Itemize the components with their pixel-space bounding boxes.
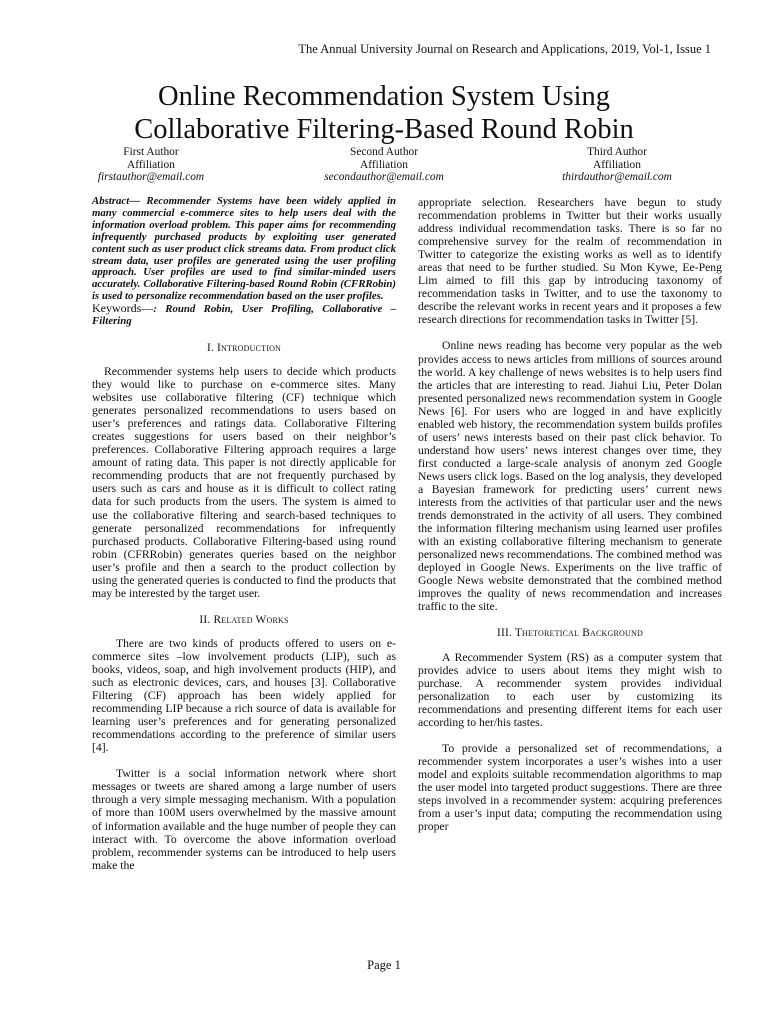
author-name: Third Author <box>587 146 647 158</box>
paragraph-theory-1: A Recommender System (RS) as a computer system that provides advice to users about items they might wish to purchase. A recommender system provides individual personalization to each user by customizing its recommendations and presenting different items for each user according to her/his tastes. <box>418 650 722 729</box>
journal-header: The Annual University Journal on Research and Applications, 2019, Vol-1, Issue 1 <box>298 42 711 56</box>
abstract-text: Recommender Systems have been widely applied in many commercial e-commerce sites to help users deal with the information overload problem. This paper aims for recommending infrequently purchased products by exploiting user generated content such as user product click streams data. From product click stream data, user profiles are generated using the user profiling approach. User profiles are used to find similar-minded users accurately. Collaborative Filtering-based Round Robin (CFRRobin) is used to personalize recommendation based on the user profiles. <box>92 195 396 303</box>
paragraph-related-1: There are two kinds of products offered to users on e-commerce sites –low involvement products (LIP), such as books, videos, soap, and high involvement products (HIP), and such as electronic devices, cars, and houses [3]. Collaborative Filtering (CF) approach has been widely applied for recommending LIP because a rich source of data is available for learning user’s preferences and for generating personalized recommendations according to the preference of similar users [4]. <box>92 636 396 755</box>
author-affiliation: Affiliation <box>593 158 641 171</box>
paragraph-theory-2: To provide a personalized set of recommendations, a recommender system incorporates a user’s wishes into a user model and exploits suitable recommendation algorithms to map the user model into targeted product suggestions. There are three steps involved in a recommender system: acquiring preferences from a user’s input data; computing the recommendation using proper <box>418 741 722 834</box>
title-line-1: Online Recommendation System Using <box>158 81 610 112</box>
author-email: secondauthor@email.com <box>324 171 444 184</box>
abstract <box>92 196 396 303</box>
author-name: First Author <box>123 146 179 158</box>
author-email: firstauthor@email.com <box>97 171 205 184</box>
section-heading-theoretical-background: III. Thetoretical Background <box>497 627 643 640</box>
paper-title <box>0 80 768 146</box>
paragraph-right-1: appropriate selection. Researchers have begun to study recommendation problems in Twitter but their works usually address individual recommendation tasks. There is so far no comprehensive survey for the realm of recommendation in Twitter to categorize the existing works as well as to identify areas that need to be further studied. Su Mon Kywe, Ee-Peng Lim aimed to fill this gap by introducing taxonomy of recommendation tasks in Twitter, and to use the taxonomy to describe the relevant works in recent years and it proposes a few research directions for recommendation tasks in Twitter [5]. <box>418 196 722 327</box>
abstract-label: Abstract— <box>92 195 140 207</box>
left-column <box>92 196 396 872</box>
paragraph-related-2: Twitter is a social information network where short messages or tweets are shared among a large number of users through a very simple messaging mechanism. With a population of more than 100M users overwhelmed by the massive amount of information available and the huge number of people they can interact with. To overcome the above information overload problem, recommender systems can be introduced to help users make the <box>92 767 396 872</box>
author-email: thirdauthor@email.com <box>562 171 672 184</box>
paragraph-introduction: Recommender systems help users to decide which products they would like to purchase on e-commerce sites. Many websites use collaborative filtering (CF) technique which generates personalized recommendations to users based on user’s preferences and ratings data. Collaborative Filtering creates suggestions for users based on their neighbor’s preferences. Collaborative Filtering approach requires a large amount of rating data. This paper is not directly applicable for recommending products that are not frequently purchased by users such as cars and house as it is difficult to collect rating data for such products from the users. The system is aimed to use the collaborative filtering and search-based techniques to generate personalized recommendations for infrequently purchased products. Collaborative Filtering-based using round robin (CFRRobin) generates queries based on the neighbor user’s profile and then a search to the product collection by using the generated queries is conducted to find the products that may be interested by the target user. <box>92 365 396 600</box>
title-line-2: Collaborative Filtering-Based Round Robin <box>134 114 634 145</box>
keywords-text: : Round Robin, User Profiling, Collaborative – Filtering <box>92 303 396 328</box>
author-affiliation: Affiliation <box>360 158 408 171</box>
section-heading-introduction: I. Introduction <box>206 341 282 354</box>
paragraph-right-2: Online news reading has become very popular as the web provides access to news articles from millions of sources around the world. A key challenge of news websites is to help users find the articles that are interesting to read. Jiahui Liu, Peter Dolan presented personalized news recommendation system in Google News [6]. For users who are logged in and have explicitly enabled web history, the recommendation system builds profiles of users’ news interests based on their past click behavior. To understand how users’ news interest changes over time, they first conducted a large-scale analysis of anonym zed Google News users click logs. Based on the log analysis, they developed a Bayesian framework for predicting users’ current news interests from the activities of that particular user and the news trends demonstrated in the activity of all users. They combined the information filtering mechanism using learned user profiles with an existing collaborative filtering mechanism to generate personalized news recommendations. The combined method was deployed in Google News. Experiments on the live traffic of Google News website demonstrated that the combined method improves the quality of news recommendation and increases traffic to the site. <box>418 339 722 614</box>
author-name: Second Author <box>349 146 419 158</box>
right-column <box>418 196 722 833</box>
page-number: Page 1 <box>367 958 401 972</box>
author-3 <box>517 146 717 184</box>
author-1 <box>51 146 251 184</box>
keywords-label: Keywords— <box>92 301 154 316</box>
author-block <box>0 146 768 186</box>
author-affiliation: Affiliation <box>127 158 175 171</box>
author-2 <box>284 146 484 184</box>
section-heading-related-works: II. Related Works <box>199 613 289 626</box>
keywords <box>92 303 396 328</box>
